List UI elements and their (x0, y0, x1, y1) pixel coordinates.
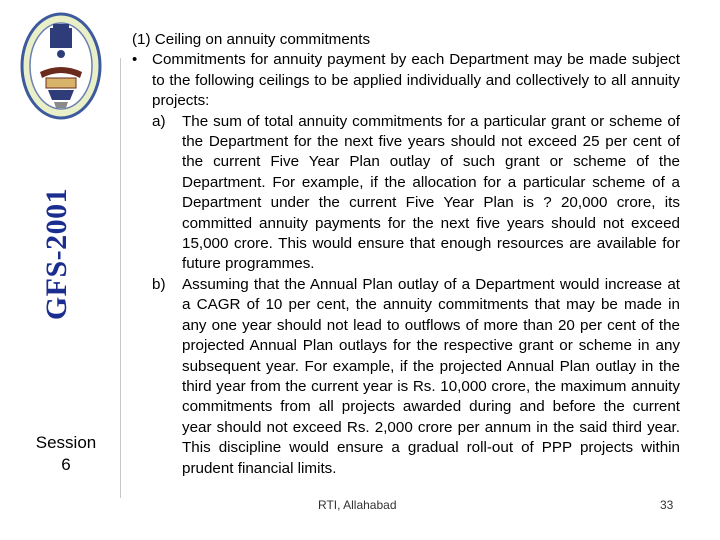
list-marker: a) (152, 112, 166, 130)
list-item-b (132, 275, 680, 479)
bullet-item (132, 50, 680, 111)
list-item-text: The sum of total annuity commitments for a particular grant or scheme of the Department for the next five years should not exceed 25 per cent of the current Five Year Plan outlay of such grant or scheme of the Department. For example, if the allocation for a particular scheme of a Department under the current Five Year Plan is ? 20,000 crore, its committed annuity payments for the next five years should not exceed 15,000 crore. This would ensure that enough resources are available for future programmes. (182, 112, 680, 273)
slide-content (132, 30, 680, 479)
sidebar-divider (120, 58, 121, 498)
session-label: Session 6 (20, 432, 112, 476)
gfs-seal-icon (20, 12, 102, 124)
section-heading: (1) Ceiling on annuity commitments (132, 31, 371, 48)
bullet-dot-icon: • (132, 51, 138, 69)
bullet-text: Commitments for annuity payment by each Department may be made subject to the following ceilings to be applied individually and collectively to all annuity projects: (152, 51, 680, 110)
session-number: 6 (61, 455, 71, 474)
vertical-title: GFS-2001 (40, 187, 73, 321)
list-item-a (132, 112, 680, 275)
list-marker: b) (152, 275, 166, 293)
list-item-text: Assuming that the Annual Plan outlay of a Department would increase at a CAGR of 10 per cent, the annuity commitments that may be made in any one year should not lead to outflows of more than 20 per cent of the projected Annual Plan outlays for the respective grant or scheme in any subsequent year. For example, if the projected Annual Plan outlay in the third year from the current year is Rs. 10,000 crore, the maximum annuity commitments from all projects awarded during and before the current year should not exceed Rs. 2,000 crore per annum in the said third year. This discipline would ensure a gradual roll-out of PPP projects within prudent financial limits. (182, 275, 680, 477)
sidebar (0, 0, 120, 540)
footer-source: RTI, Allahabad (318, 498, 397, 512)
page-number: 33 (660, 498, 674, 512)
